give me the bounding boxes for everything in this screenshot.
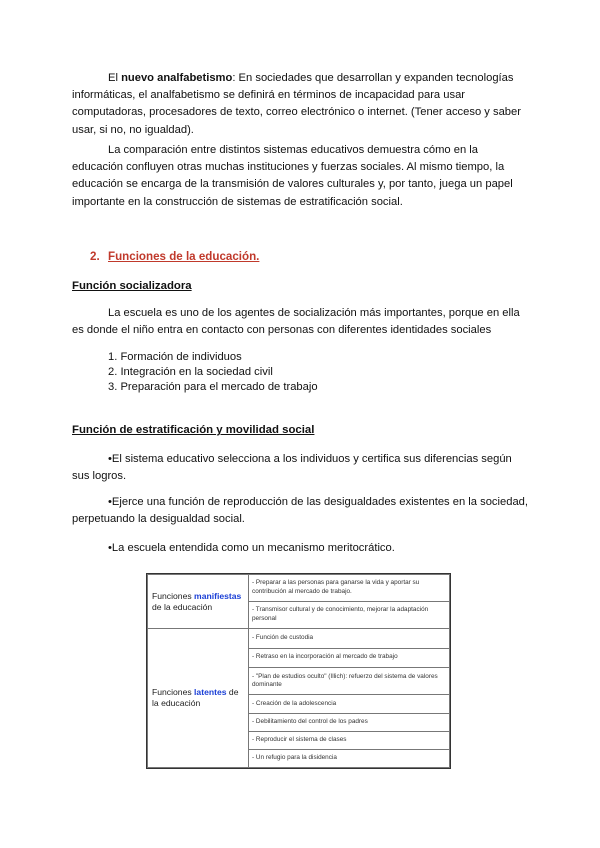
latent-label-cell (148, 629, 249, 768)
section-title: Funciones de la educación. (108, 250, 260, 263)
latent-label-post: de la educación (152, 687, 239, 709)
p1-post: : En sociedades que desarrollan y expanden tecnologías informáticas, el analfabetismo se definirá en términos de incapacidad para usar computadoras, procesadores de texto, correo electrónico o internet. (Tener acceso y saber usar, si no, no igualdad). (72, 72, 521, 136)
socializadora-list (108, 350, 318, 395)
bullet-3-text: •La escuela entendida como un mecanismo meritocrático. (108, 542, 395, 554)
latent-label-highlight: latentes (194, 687, 227, 698)
table-cell: - Reproducir el sistema de clases (249, 731, 450, 749)
table-cell: - Un refugio para la disidencia (249, 749, 450, 767)
list-item: 2. Integración en la sociedad civil (108, 366, 273, 378)
manifest-label-highlight: manifiestas (194, 590, 242, 601)
section-heading (90, 250, 259, 263)
manifest-label-post: de la educación (152, 601, 213, 612)
bullet-2-text: •Ejerce una función de reproducción de las desigualdades existentes en la sociedad, perpetuando la desigualdad social. (72, 496, 528, 526)
table-cell: - Creación de la adolescencia (249, 695, 450, 713)
table-cell: - Debilitamiento del control de los padres (249, 713, 450, 731)
section-number: 2. (90, 250, 100, 263)
paragraph-socializadora (72, 305, 530, 339)
list-item: 3. Preparación para el mercado de trabajo (108, 381, 318, 393)
table-cell: - "Plan de estudios oculto" (Illich): refuerzo del sistema de valores dominante (249, 667, 450, 695)
p2-text: La comparación entre distintos sistemas educativos demuestra cómo en la educación confluyen otras muchas instituciones y fuerzas sociales. Al mismo tiempo, la educación se encarga de la transmisión de valores culturales y, por tanto, juega un papel importante en la construcción de sistemas de estratificación social. (72, 144, 513, 208)
paragraph-nuevo-analfabetismo (72, 70, 530, 139)
p1-pre: El (108, 72, 122, 84)
table-cell: - Función de custodia (249, 629, 450, 648)
paragraph-bullet-3 (72, 540, 530, 557)
table-cell: - Preparar a las personas para ganarse la vida y aportar su contribución al mercado de trabajo. (249, 575, 450, 602)
latent-label-pre: Funciones (152, 687, 195, 698)
table-cell: - Retraso en la incorporación al mercado de trabajo (249, 648, 450, 667)
heading-funcion-socializadora: Función socializadora (72, 280, 192, 292)
manifest-label-cell (148, 575, 249, 629)
heading-estratificacion: Función de estratificación y movilidad social (72, 424, 315, 436)
manifest-label-pre: Funciones (152, 590, 195, 601)
list-item: 1. Formación de individuos (108, 351, 242, 363)
socializadora-text: La escuela es uno de los agentes de socialización más importantes, porque en ella es donde el niño entra en contacto con personas con diferentes identidades sociales (72, 307, 520, 337)
functions-table (146, 573, 451, 769)
bullet-1-text: •El sistema educativo selecciona a los individuos y certifica sus diferencias según sus logros. (72, 453, 512, 483)
p1-bold-term: nuevo analfabetismo (121, 72, 233, 84)
paragraph-comparacion (72, 142, 530, 211)
paragraph-bullet-2 (72, 494, 530, 528)
paragraph-bullet-1 (72, 451, 530, 485)
table-cell: - Transmisor cultural y de conocimiento, mejorar la adaptación personal (249, 601, 450, 629)
